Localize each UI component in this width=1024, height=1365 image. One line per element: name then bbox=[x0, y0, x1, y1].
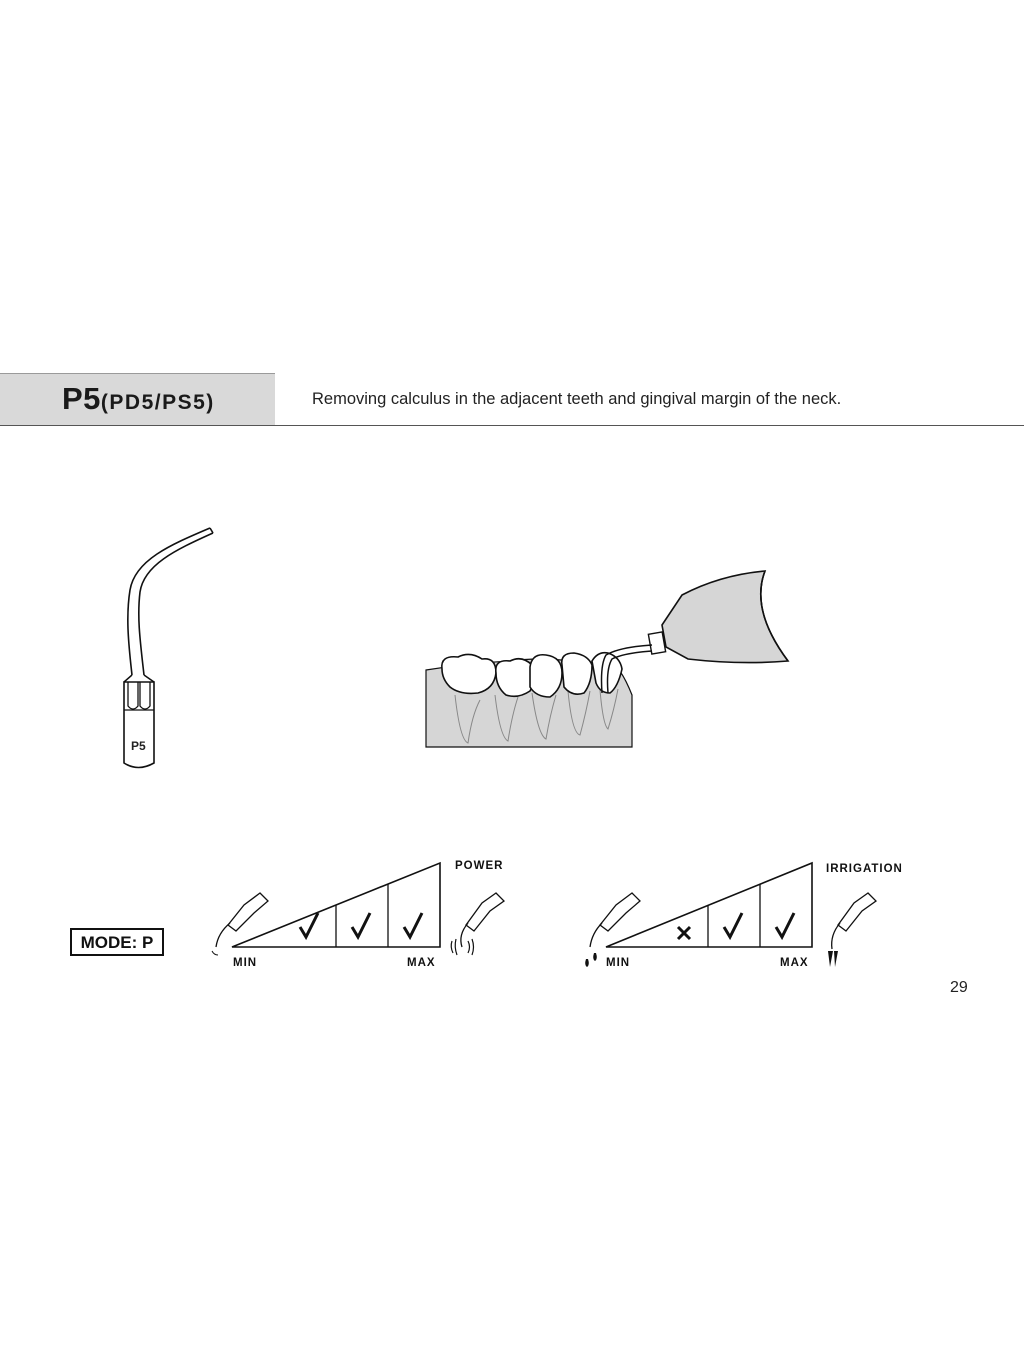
page-number: 29 bbox=[950, 979, 968, 996]
teeth-handpiece-illustration bbox=[420, 565, 800, 755]
model-name: P5 bbox=[62, 381, 101, 416]
tip-description: Removing calculus in the adjacent teeth and gingival margin of the neck. bbox=[312, 390, 842, 408]
power-max-handpiece-icon bbox=[451, 893, 504, 955]
model-variants: (PD5/PS5) bbox=[100, 391, 215, 414]
tip-label: P5 bbox=[131, 739, 146, 753]
page-title bbox=[62, 381, 215, 417]
mode-label: MODE: P bbox=[70, 928, 164, 956]
irrigation-min-handpiece-icon bbox=[585, 893, 640, 967]
irrigation-max-handpiece-icon bbox=[828, 893, 876, 967]
irrigation-scale bbox=[572, 855, 882, 970]
power-max-label: MAX bbox=[407, 957, 436, 969]
irrigation-scale-title: IRRIGATION bbox=[826, 863, 903, 875]
scaler-tip-illustration bbox=[100, 520, 230, 775]
power-scale bbox=[200, 855, 510, 965]
irrigation-min-label: MIN bbox=[606, 957, 631, 969]
irrigation-max-label: MAX bbox=[780, 957, 809, 969]
power-scale-title: POWER bbox=[455, 860, 504, 872]
power-min-label: MIN bbox=[233, 957, 258, 969]
header-divider bbox=[0, 425, 1024, 426]
